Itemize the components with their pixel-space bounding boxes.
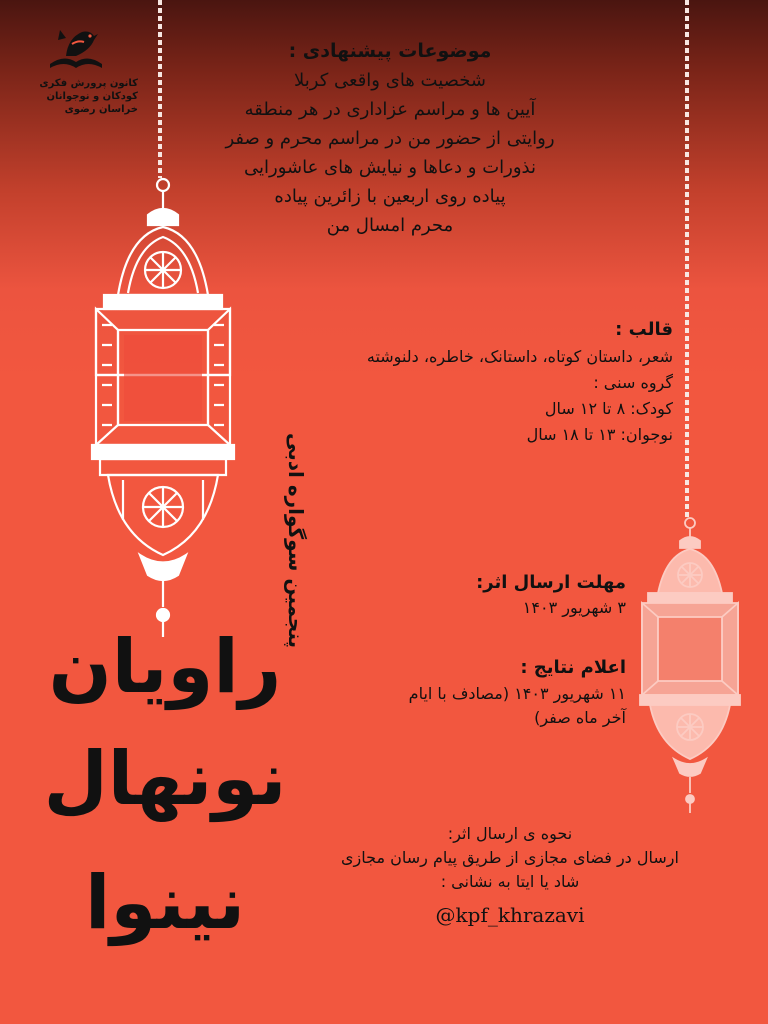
title-line-1: راویان	[48, 624, 282, 710]
chain-left	[158, 0, 162, 178]
topic-item: نذورات و دعاها و نیایش های عاشورایی	[244, 157, 536, 178]
topic-item: شخصیت های واقعی کربلا	[294, 70, 486, 91]
format-types: شعر، داستان کوتاه، داستانک، خاطره، دلنوشته	[366, 347, 673, 366]
results-heading: اعلام نتایج :	[520, 657, 626, 678]
title-line-3: نینوا	[85, 860, 245, 946]
topic-item: پیاده روی اربعین با زائرین پیاده	[274, 186, 506, 207]
format-section	[273, 316, 673, 448]
logo-text-line-3: خراسان رضوی	[64, 104, 138, 115]
bird-book-logo-icon	[46, 24, 106, 74]
deadline-date: ۳ شهریور ۱۴۰۳	[522, 598, 626, 617]
lantern-small-icon	[630, 515, 750, 815]
organization-logo	[38, 24, 138, 124]
deadline-heading: مهلت ارسال اثر:	[476, 572, 626, 593]
results-date-note: آخر ماه صفر)	[534, 708, 626, 727]
topic-item: روایتی از حضور من در مراسم محرم و صفر	[225, 128, 555, 149]
deadline-section	[326, 570, 626, 620]
topic-item: محرم امسال من	[326, 215, 454, 236]
topics-section	[200, 36, 580, 240]
topics-heading: موضوعات پیشنهادی :	[288, 40, 492, 62]
submission-section	[300, 822, 720, 930]
results-section	[296, 654, 626, 730]
chain-right	[685, 0, 689, 520]
logo-text-line-2: کودکان و نوجوانان	[46, 91, 138, 102]
submission-method: ارسال در فضای مجازی از طریق پیام رسان مجازی	[341, 848, 679, 867]
submission-heading: نحوه ی ارسال اثر:	[447, 824, 573, 843]
topic-item: آیین ها و مراسم عزاداری در هر منطقه	[244, 99, 536, 120]
format-heading: قالب :	[615, 319, 673, 340]
festival-subtitle: پنجمین سوگواره ادبی	[284, 433, 308, 648]
age-group-child: کودک: ۸ تا ۱۲ سال	[544, 399, 673, 418]
logo-text-line-1: کانون پرورش فکری	[39, 78, 138, 89]
submission-channels: شاد یا ایتا به نشانی :	[440, 872, 580, 891]
submission-handle: @kpf_khrazavi	[435, 903, 585, 927]
age-group-heading: گروه سنی :	[593, 373, 673, 392]
title-line-2: نونهال	[43, 736, 287, 822]
results-date: ۱۱ شهریور ۱۴۰۳ (مصادف با ایام	[408, 684, 626, 703]
lantern-large-icon	[78, 175, 248, 645]
age-group-teen: نوجوان: ۱۳ تا ۱۸ سال	[526, 425, 673, 444]
